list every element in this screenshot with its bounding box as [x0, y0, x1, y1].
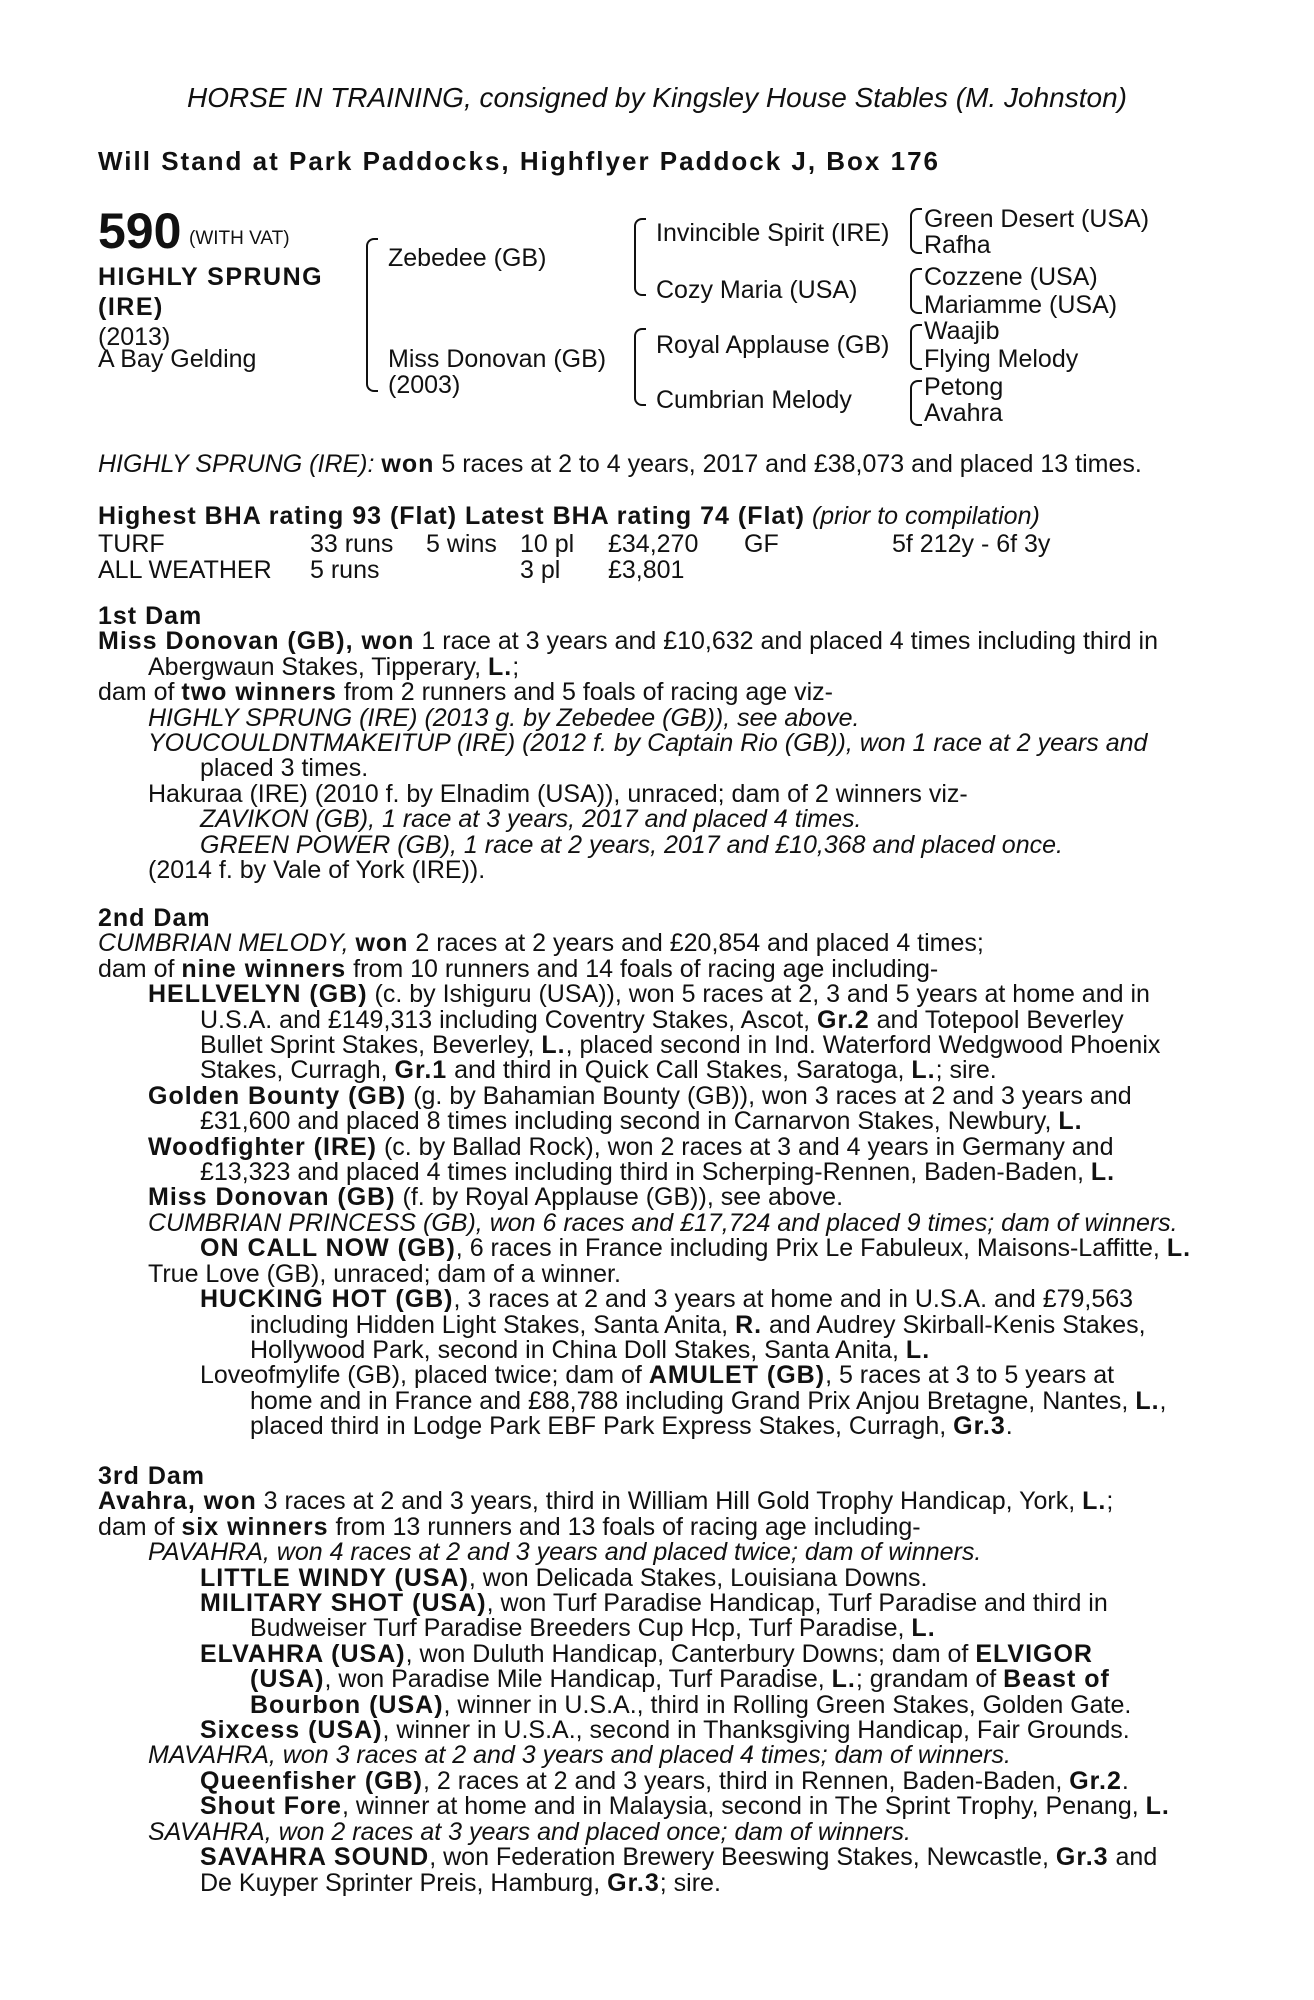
first-dam-heading: 1st Dam: [98, 602, 203, 630]
great-grand-produce-name: Bourbon (USA): [250, 1690, 444, 1719]
produce-entry: HIGHLY SPRUNG (IRE) (2013 g. by Zebedee (GB)), see above.: [148, 703, 860, 732]
horse-name-line1: HIGHLY SPRUNG: [98, 263, 324, 291]
great-grand-produce-name: Beast of: [1003, 1665, 1110, 1694]
dam-of-label: dam of: [98, 954, 175, 983]
summary-won: won: [381, 450, 435, 478]
second-dam-heading: 2nd Dam: [98, 904, 211, 932]
grand-produce-name: Shout Fore: [200, 1792, 342, 1821]
produce-record-cont: Bullet Sprint Stakes, Beverley,: [200, 1031, 535, 1060]
grand-produce-record-cont: Budweiser Turf Paradise Breeders Cup Hcp, Turf Paradise,: [250, 1614, 905, 1643]
grand-produce-record: , won Turf Paradise Handicap, Turf Paradise and third in: [486, 1589, 1108, 1618]
great-grand-produce-name: ELVIGOR: [975, 1639, 1093, 1668]
table-row-turf-placed: 10 pl: [520, 530, 575, 558]
produce-record: (g. by Bahamian Bounty (GB)), won 3 races at 2 and 3 years and: [413, 1081, 1132, 1110]
pedigree-bracket-ss: [910, 208, 922, 254]
produce-record-cont: £13,323 and placed 4 times including third in Scherping-Rennen, Baden-Baden,: [200, 1158, 1084, 1187]
table-row-turf-distance: 5f 212y - 6f 3y: [892, 530, 1051, 558]
third-dam-section: [98, 1464, 1204, 1896]
grand-produce-name: HUCKING HOT (GB): [200, 1285, 454, 1314]
rating-note: (prior to compilation): [811, 502, 1040, 530]
produce-entry: Hakuraa (IRE) (2010 f. by Elnadim (USA)), unraced; dam of 2 winners viz-: [148, 779, 968, 808]
produce-entry: (2014 f. by Vale of York (IRE)).: [148, 856, 486, 885]
pedigree-bracket-sire: [634, 218, 646, 296]
punct: .: [1005, 1412, 1013, 1441]
lot-number: 590: [98, 203, 182, 259]
produce-record-cont: and third in Quick Call Stakes, Saratoga,: [454, 1056, 905, 1085]
grand-produce-name: ON CALL NOW (GB): [200, 1234, 456, 1263]
grand-produce-name: Sixcess (USA): [200, 1716, 383, 1745]
runners-summary: from 2 runners and 5 foals of racing age viz-: [343, 678, 833, 707]
pedigree-ds: Royal Applause (GB): [656, 331, 890, 359]
won-label: won: [355, 929, 409, 958]
grand-produce-name: AMULET (GB): [648, 1361, 826, 1390]
grand-produce-record: , 6 races in France including Prix Le Fabuleux, Maisons-Laffitte,: [455, 1234, 1160, 1263]
grade-marker: L.: [488, 652, 513, 681]
table-row-turf-going: GF: [744, 530, 779, 558]
first-dam-name: Miss Donovan (GB), won: [98, 627, 415, 656]
punct: ;: [1106, 1487, 1114, 1516]
grade-marker: L.: [905, 1335, 931, 1364]
produce-record-cont: £31,600 and placed 8 times including second in Carnarvon Stakes, Newbury,: [200, 1107, 1052, 1136]
grade-marker: Gr.3: [1055, 1843, 1109, 1872]
table-row-turf-prize: £34,270: [608, 530, 699, 558]
produce-record-cont: , placed second in Ind. Waterford Wedgwood Phoenix: [565, 1031, 1161, 1060]
grade-marker: L.: [911, 1056, 936, 1085]
produce-entry-cont: placed 3 times.: [200, 754, 369, 783]
produce-name: HELLVELYN (GB): [148, 980, 368, 1009]
table-row-turf-wins: 5 wins: [426, 530, 497, 558]
punct: ;: [512, 652, 520, 681]
grade-marker: L.: [1058, 1107, 1083, 1136]
first-dam-section: [98, 604, 1204, 883]
grade-marker: L.: [1082, 1487, 1107, 1516]
grand-produce-record: , won Delicada Stakes, Louisiana Downs.: [468, 1563, 928, 1592]
grand-produce-record: , winner at home and in Malaysia, second in The Sprint Trophy, Penang,: [341, 1792, 1139, 1821]
grand-produce-name: SAVAHRA SOUND: [200, 1843, 430, 1872]
grade-marker: Gr.1: [394, 1056, 448, 1085]
produce-name: Woodfighter (IRE): [148, 1132, 377, 1161]
race-summary: [98, 452, 1204, 477]
dam-of-label: dam of: [98, 1512, 175, 1541]
produce-name: Golden Bounty (GB): [148, 1081, 407, 1110]
great-grand-produce-name: (USA): [250, 1665, 325, 1694]
table-row-aw-placed: 3 pl: [520, 556, 561, 584]
pedigree-bracket-gen1: [366, 238, 378, 392]
winners-count: six winners: [181, 1512, 329, 1541]
pedigree-bracket-ds: [910, 324, 922, 370]
second-dam-record: 2 races at 2 years and £20,854 and placed 4 times;: [415, 929, 984, 958]
grand-produce-name: Queenfisher (GB): [200, 1766, 423, 1795]
grade-marker: L.: [1145, 1792, 1170, 1821]
grade-marker: L.: [911, 1614, 936, 1643]
pedigree-dds: Petong: [924, 373, 1004, 401]
produce-entry: SAVAHRA, won 2 races at 3 years and placed once; dam of winners.: [148, 1817, 911, 1846]
pedigree-ss: Invincible Spirit (IRE): [656, 219, 890, 247]
bha-rating: [98, 504, 1204, 529]
produce-entry: True Love (GB), unraced; dam of a winner.: [148, 1259, 621, 1288]
produce-record: (c. by Ishiguru (USA)), won 5 races at 2, 3 and 5 years at home and in: [374, 980, 1150, 1009]
winners-count: two winners: [181, 678, 337, 707]
table-row-turf-surface: TURF: [98, 530, 165, 558]
third-dam-record: 3 races at 2 and 3 years, third in William Hill Gold Trophy Handicap, York,: [263, 1487, 1076, 1516]
grade-marker: L.: [541, 1031, 566, 1060]
pedigree-dam: Miss Donovan (GB): [388, 345, 607, 373]
grade-marker: L.: [831, 1665, 856, 1694]
grand-produce-name: MILITARY SHOT (USA): [200, 1589, 487, 1618]
first-dam-record-cont: Abergwaun Stakes, Tipperary,: [148, 652, 482, 681]
punct: .: [1121, 1766, 1129, 1795]
grade-marker: R.: [735, 1310, 763, 1339]
second-dam-name: CUMBRIAN MELODY,: [98, 929, 349, 958]
horse-name: [98, 262, 323, 322]
summary-name: HIGHLY SPRUNG (IRE):: [98, 450, 375, 478]
pedigree-bracket-sd: [910, 268, 922, 314]
first-dam-record: 1 race at 3 years and £10,632 and placed 4 times including third in: [421, 627, 1158, 656]
grand-produce-name: ELVAHRA (USA): [200, 1639, 406, 1668]
grand-produce-record-cont: Hollywood Park, second in China Doll Stakes, Santa Anita,: [250, 1335, 899, 1364]
table-row-turf-runs: 33 runs: [310, 530, 394, 558]
produce-record-cont: and Totepool Beverley: [876, 1005, 1124, 1034]
grade-marker: L.: [1090, 1158, 1116, 1187]
grand-produce-record: , 5 races at 3 to 5 years at: [825, 1361, 1115, 1390]
pedigree-sdd: Mariamme (USA): [924, 291, 1118, 319]
pedigree-ddd: Avahra: [924, 399, 1003, 427]
pedigree-dss: Waajib: [924, 317, 1000, 345]
pedigree-sd: Cozy Maria (USA): [656, 276, 858, 304]
grand-produce-entry: Loveofmylife (GB), placed twice; dam of: [200, 1361, 642, 1390]
grand-produce-record: , 3 races at 2 and 3 years at home and in U.S.A. and £79,563: [453, 1285, 1134, 1314]
rating-text: Highest BHA rating 93 (Flat) Latest BHA rating 74 (Flat): [98, 502, 805, 530]
grand-produce-entry: GREEN POWER (GB), 1 race at 2 years, 2017 and £10,368 and placed once.: [200, 830, 1063, 859]
produce-record-cont: U.S.A. and £149,313 including Coventry Stakes, Ascot,: [200, 1005, 811, 1034]
pedigree-bracket-dd: [910, 380, 922, 426]
pedigree-sds: Cozzene (USA): [924, 263, 1098, 291]
runners-summary: from 10 runners and 14 foals of racing age including-: [353, 954, 939, 983]
grand-produce-name: LITTLE WINDY (USA): [200, 1563, 469, 1592]
table-row-aw-prize: £3,801: [608, 556, 685, 584]
grand-produce-record-cont: and Audrey Skirball-Kenis Stakes,: [769, 1310, 1146, 1339]
second-dam-section: [98, 906, 1204, 1440]
foaling-year: (2013): [98, 323, 171, 351]
stand-location: Will Stand at Park Paddocks, Highflyer Paddock J, Box 176: [98, 146, 940, 176]
dam-of-label: dam of: [98, 678, 175, 707]
grade-marker: Gr.3: [607, 1868, 660, 1897]
pedigree-ssd: Rafha: [924, 231, 991, 259]
punct: ,: [1159, 1386, 1167, 1415]
summary-record: 5 races at 2 to 4 years, 2017 and £38,073 and placed 13 times.: [441, 450, 1142, 478]
grade-marker: L.: [1135, 1386, 1160, 1415]
grand-produce-record-cont: placed third in Lodge Park EBF Park Express Stakes, Curragh,: [250, 1412, 947, 1441]
grand-produce-record-cont: ; grandam of: [855, 1665, 997, 1694]
pedigree-dam-year: (2003): [388, 371, 461, 399]
pedigree-bracket-dam: [634, 328, 646, 406]
third-dam-heading: 3rd Dam: [98, 1462, 206, 1490]
pedigree-sire: Zebedee (GB): [388, 244, 547, 272]
grand-produce-record: , winner in U.S.A., second in Thanksgiving Handicap, Fair Grounds.: [382, 1716, 1130, 1745]
pedigree-dsd: Flying Melody: [924, 345, 1079, 373]
third-dam-name: Avahra, won: [98, 1487, 257, 1516]
horse-name-line2: (IRE): [98, 293, 164, 321]
table-row-aw-runs: 5 runs: [310, 556, 380, 584]
produce-record-cont: ; sire.: [935, 1056, 997, 1085]
produce-entry: CUMBRIAN PRINCESS (GB), won 6 races and £17,724 and placed 9 times; dam of winners.: [148, 1208, 1178, 1237]
grade-marker: Gr.3: [953, 1412, 1006, 1441]
grand-produce-record: , won Duluth Handicap, Canterbury Downs; dam of: [405, 1639, 969, 1668]
grand-produce-record-cont: , winner in U.S.A., third in Rolling Green Stakes, Golden Gate.: [443, 1690, 1132, 1719]
pedigree-sss: Green Desert (USA): [924, 205, 1150, 233]
grand-produce-record-cont: home and in France and £88,788 including Grand Prix Anjou Bretagne, Nantes,: [250, 1386, 1129, 1415]
produce-record: (f. by Royal Applause (GB)), see above.: [402, 1183, 844, 1212]
punct: ; sire.: [659, 1868, 721, 1897]
grand-produce-entry: ZAVIKON (GB), 1 race at 3 years, 2017 and placed 4 times.: [200, 805, 862, 834]
horse-description: A Bay Gelding: [98, 345, 257, 373]
consignor-heading: HORSE IN TRAINING, consigned by Kingsley House Stables (M. Johnston): [187, 82, 1127, 113]
produce-record-cont: Stakes, Curragh,: [200, 1056, 388, 1085]
grand-produce-record-cont: including Hidden Light Stakes, Santa Anita,: [250, 1310, 729, 1339]
pedigree-dd: Cumbrian Melody: [656, 386, 852, 414]
produce-entry: PAVAHRA, won 4 races at 2 and 3 years and placed twice; dam of winners.: [148, 1538, 982, 1567]
produce-entry: YOUCOULDNTMAKEITUP (IRE) (2012 f. by Captain Rio (GB)), won 1 race at 2 years and: [148, 729, 1148, 758]
grand-produce-record: and: [1115, 1843, 1158, 1872]
runners-summary: from 13 runners and 13 foals of racing age including-: [335, 1512, 921, 1541]
produce-entry: MAVAHRA, won 3 races at 2 and 3 years and placed 4 times; dam of winners.: [148, 1741, 1011, 1770]
grade-marker: Gr.2: [1069, 1766, 1122, 1795]
grand-produce-record-cont: , won Paradise Mile Handicap, Turf Paradise,: [324, 1665, 825, 1694]
table-row-aw-surface: ALL WEATHER: [98, 556, 272, 584]
grand-produce-record: , won Federation Brewery Beeswing Stakes, Newcastle,: [429, 1843, 1049, 1872]
grade-marker: L.: [1166, 1234, 1192, 1263]
grand-produce-record: , 2 races at 2 and 3 years, third in Rennen, Baden-Baden,: [422, 1766, 1063, 1795]
grade-marker: Gr.2: [817, 1005, 870, 1034]
produce-record: (c. by Ballad Rock), won 2 races at 3 and 4 years in Germany and: [383, 1132, 1114, 1161]
grand-produce-record-cont: De Kuyper Sprinter Preis, Hamburg,: [200, 1868, 601, 1897]
vat-note: (WITH VAT): [189, 228, 290, 249]
winners-count: nine winners: [181, 954, 347, 983]
produce-name: Miss Donovan (GB): [148, 1183, 396, 1212]
